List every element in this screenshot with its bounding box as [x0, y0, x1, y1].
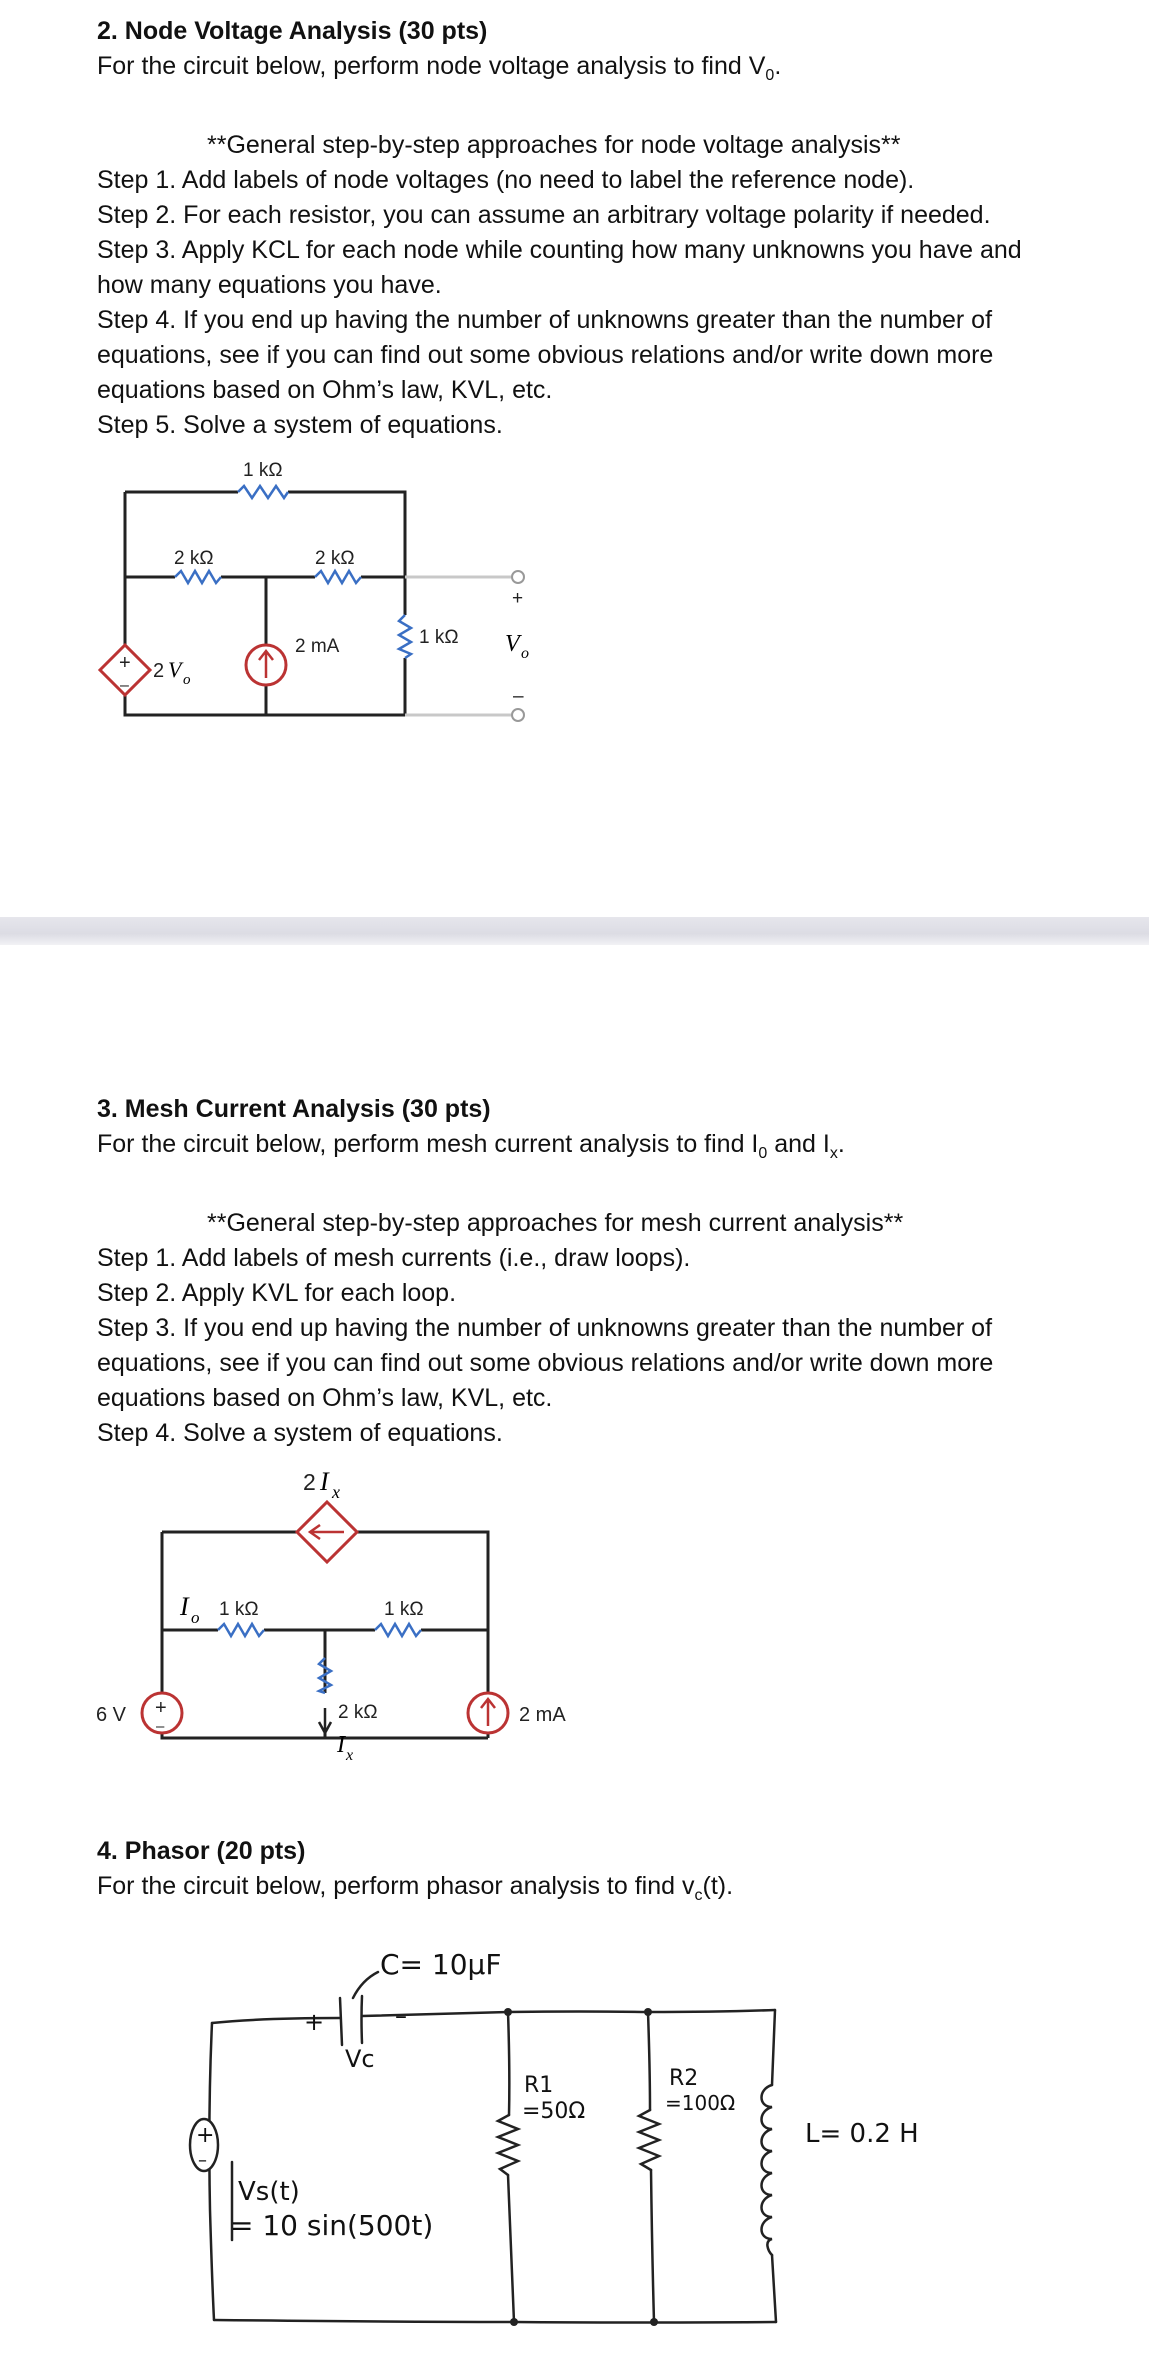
q4-r1-name: R1: [524, 2073, 554, 2098]
q4-node-top-2: [644, 2008, 652, 2016]
q3-title: 3. Mesh Current Analysis (30 pts): [97, 1095, 491, 1123]
q2-circuit: [0, 440, 620, 740]
q4-node-top-1: [504, 2008, 512, 2016]
q4-wire-r1: [508, 2012, 514, 2322]
q2-dep-source-plus: +: [119, 652, 131, 674]
q3-r-mid-label: 2 kΩ: [338, 1702, 378, 1723]
q4-vc-plus: +: [304, 2008, 325, 2036]
q3-step-4: Step 4. Solve a system of equations.: [97, 1419, 503, 1447]
q3-ix-arrow: [319, 1708, 331, 1733]
q3-v-source-minus: –: [156, 1718, 165, 1735]
q3-prompt-sub2: x: [829, 1145, 838, 1162]
q3-v-source-plus: +: [155, 1697, 167, 1719]
q3-v-source-label: 6 V: [96, 1704, 127, 1726]
q2-dep-source-sub: o: [183, 672, 191, 688]
q2-heading: **General step-by-step approaches for node voltage analysis**: [207, 131, 901, 159]
q4-circuit: [0, 1910, 1000, 2330]
q2-current-source-label: 2 mA: [295, 636, 340, 657]
q2-r-left-label: 2 kΩ: [174, 548, 214, 569]
q3-prompt-text: For the circuit below, perform mesh current analysis to find I: [97, 1130, 759, 1158]
q3-section: [97, 1092, 1097, 1451]
q2-prompt: [97, 49, 1097, 93]
q2-r-mid-label: 2 kΩ: [315, 548, 355, 569]
q2-section: [97, 14, 1097, 443]
q3-r-left-symbol: [218, 1624, 264, 1636]
q4-node-bottom-1: [510, 2318, 518, 2326]
q2-out-plus: +: [512, 588, 524, 609]
q4-prompt-text: For the circuit below, perform phasor analysis to find v: [97, 1872, 695, 1900]
q2-out-var: V: [505, 631, 520, 657]
q3-step-2: Step 2. Apply KVL for each loop.: [97, 1279, 457, 1307]
q3-ix-var: I: [337, 1732, 345, 1758]
q3-r-right-label: 1 kΩ: [384, 1599, 424, 1620]
q2-step-3: Step 3. Apply KCL for each node while counting how many unknowns you have and how many equations you have.: [97, 236, 1022, 299]
q3-prompt-end: .: [837, 1130, 845, 1158]
q4-r1-value: =50Ω: [522, 2099, 586, 2124]
q4-prompt: [97, 1869, 1097, 1913]
q2-step-5: Step 5. Solve a system of equations.: [97, 411, 503, 439]
q4-source-name: Vs(t): [238, 2177, 300, 2207]
q4-section: [97, 1834, 1097, 1913]
q2-terminal-bottom: [512, 709, 524, 721]
q2-dep-source-minus: –: [120, 677, 129, 694]
q4-prompt-end: (t).: [702, 1872, 734, 1900]
q4-cap-plate-left: [340, 1998, 342, 2045]
q4-wire-left: [209, 2023, 214, 2320]
q2-terminal-top: [512, 571, 524, 583]
q2-prompt-sub: 0: [765, 67, 775, 84]
q3-i-source-label: 2 mA: [519, 1704, 566, 1726]
q2-out-minus: –: [513, 686, 524, 707]
q4-r2-name: R2: [669, 2066, 699, 2091]
q3-io-var: I: [180, 1592, 189, 1621]
q3-dep-coef: 2: [303, 1469, 316, 1495]
q2-step-2: Step 2. For each resistor, you can assume an arbitrary voltage polarity if needed.: [97, 201, 991, 229]
q3-step-3: Step 3. If you end up having the number of unknowns greater than the number of equations, see if you can find out some obvious relations and/or write down more equations based on Ohm’s law, KVL, etc.: [97, 1314, 994, 1412]
q2-title: 2. Node Voltage Analysis (30 pts): [97, 17, 488, 45]
q4-source-expr: = 10 sin(500t): [230, 2209, 434, 2242]
q3-prompt-sub1: 0: [758, 1145, 768, 1162]
q3-prompt: [97, 1127, 1097, 1171]
q3-ix-sub: x: [346, 1747, 354, 1764]
q2-r-top-symbol: [238, 486, 288, 498]
page-separator: [0, 917, 1149, 945]
q4-source-minus: –: [198, 2150, 207, 2171]
q2-dep-source-coef: 2: [153, 660, 165, 682]
q3-prompt-mid: and I: [767, 1130, 830, 1158]
q2-prompt-end: .: [774, 52, 782, 80]
q4-node-bottom-2: [650, 2318, 658, 2326]
q3-heading: **General step-by-step approaches for mesh current analysis**: [207, 1209, 904, 1237]
q4-vc-minus: –: [395, 2002, 407, 2030]
q3-step-1: Step 1. Add labels of mesh currents (i.e., draw loops).: [97, 1244, 691, 1272]
q2-step-4: Step 4. If you end up having the number of unknowns greater than the number of equations, see if you can find out some obvious relations and/or write down more equations based on Ohm’s law, KVL, etc.: [97, 306, 994, 404]
q3-circuit: [0, 1450, 620, 1790]
q2-step-1: Step 1. Add labels of node voltages (no need to label the reference node).: [97, 166, 915, 194]
q2-r-top-label: 1 kΩ: [243, 460, 283, 481]
q2-r-left-symbol: [175, 571, 221, 583]
q4-cap-label: C= 10μF: [380, 1948, 502, 1981]
q4-wire-bottom: [214, 2320, 776, 2323]
q4-inductor-label: L= 0.2 H: [805, 2119, 919, 2149]
q2-r-right-label: 1 kΩ: [419, 627, 459, 648]
q4-wire-r2: [648, 2012, 654, 2322]
q4-prompt-sub: c: [694, 1887, 703, 1904]
q2-prompt-text: For the circuit below, perform node voltage analysis to find V: [97, 52, 766, 80]
q4-r1-symbol: [498, 2115, 518, 2175]
q4-r2-symbol: [639, 2110, 659, 2170]
q3-r-right-symbol: [375, 1624, 421, 1636]
q4-source-plus: +: [196, 2123, 215, 2148]
q3-dep-var: I: [320, 1467, 329, 1496]
q4-cap-leader: [353, 1972, 378, 1998]
q4-wire-top-right: [362, 2010, 775, 2016]
q2-r-right-symbol: [399, 615, 411, 658]
q4-cap-plate-right: [362, 1996, 363, 2043]
q4-inductor-symbol: [762, 2085, 773, 2255]
q4-r2-value: =100Ω: [665, 2091, 736, 2115]
q2-r-mid-symbol: [315, 571, 361, 583]
q3-dep-sub: x: [332, 1482, 340, 1502]
q4-vc-label: Vc: [345, 2045, 375, 2073]
q4-wire-l: [772, 2010, 776, 2322]
q3-io-sub: o: [191, 1608, 200, 1627]
q4-title: 4. Phasor (20 pts): [97, 1837, 306, 1865]
q2-wire-top: [125, 492, 405, 577]
q2-dep-source-var: V: [168, 657, 182, 682]
q2-out-sub: o: [521, 645, 529, 662]
q3-r-left-label: 1 kΩ: [219, 1599, 259, 1620]
